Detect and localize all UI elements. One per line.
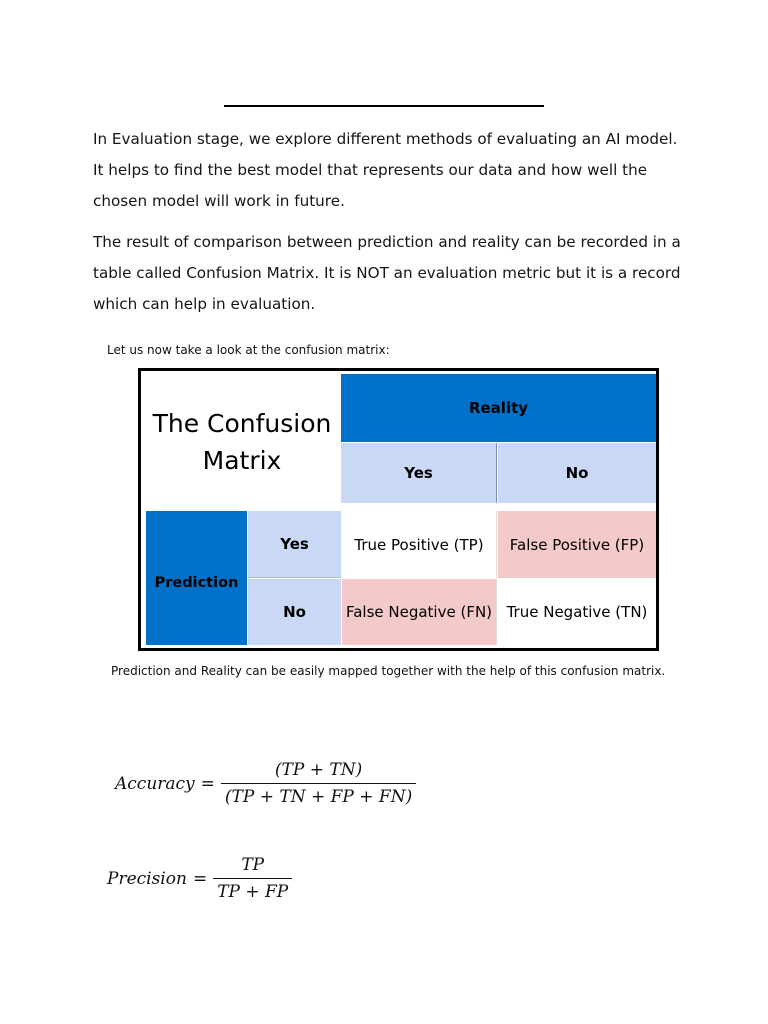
confusion-matrix-figure <box>138 368 659 651</box>
caption-confusion-matrix-intro: Let us now take a look at the confusion matrix: <box>107 343 390 357</box>
precision-formula <box>107 855 292 902</box>
matrix-title-line2: Matrix <box>202 446 282 475</box>
matrix-title <box>144 374 340 510</box>
reality-no-header: No <box>498 443 656 503</box>
caption-confusion-matrix-summary: Prediction and Reality can be easily mapped together with the help of this confusion matrix. <box>111 664 666 678</box>
equals-sign: = <box>200 773 215 794</box>
matrix-title-line1: The Confusion <box>152 409 332 438</box>
true-positive-cell: True Positive (TP) <box>342 511 497 578</box>
accuracy-fraction <box>221 760 416 807</box>
false-negative-cell: False Negative (FN) <box>342 579 497 645</box>
false-positive-cell: False Positive (FP) <box>498 511 656 578</box>
prediction-header: Prediction <box>146 511 247 645</box>
prediction-no-header: No <box>248 579 341 645</box>
equals-sign: = <box>192 868 208 889</box>
precision-label: Precision <box>107 868 187 889</box>
true-negative-cell: True Negative (TN) <box>498 579 656 645</box>
title-underline <box>224 105 544 107</box>
paragraph-confusion-matrix-intro: The result of comparison between prediction and reality can be recorded in a table called Confusion Matrix. It is NOT an evaluation metric but it is a record which can help in evaluation. <box>93 233 681 313</box>
accuracy-formula <box>115 760 416 807</box>
reality-yes-header: Yes <box>341 443 497 503</box>
reality-header: Reality <box>341 374 656 442</box>
accuracy-denominator: (TP + TN + FP + FN) <box>224 787 413 808</box>
accuracy-label: Accuracy <box>115 773 195 794</box>
precision-denominator: TP + FP <box>217 882 289 903</box>
paragraph-evaluation-intro: In Evaluation stage, we explore different methods of evaluating an AI model. It helps to find the best model that represents our data and how well the chosen model will work in future. <box>93 130 678 210</box>
precision-fraction <box>213 855 292 902</box>
precision-numerator: TP <box>241 855 265 875</box>
prediction-yes-header: Yes <box>248 511 341 578</box>
accuracy-numerator: (TP + TN) <box>274 760 363 780</box>
